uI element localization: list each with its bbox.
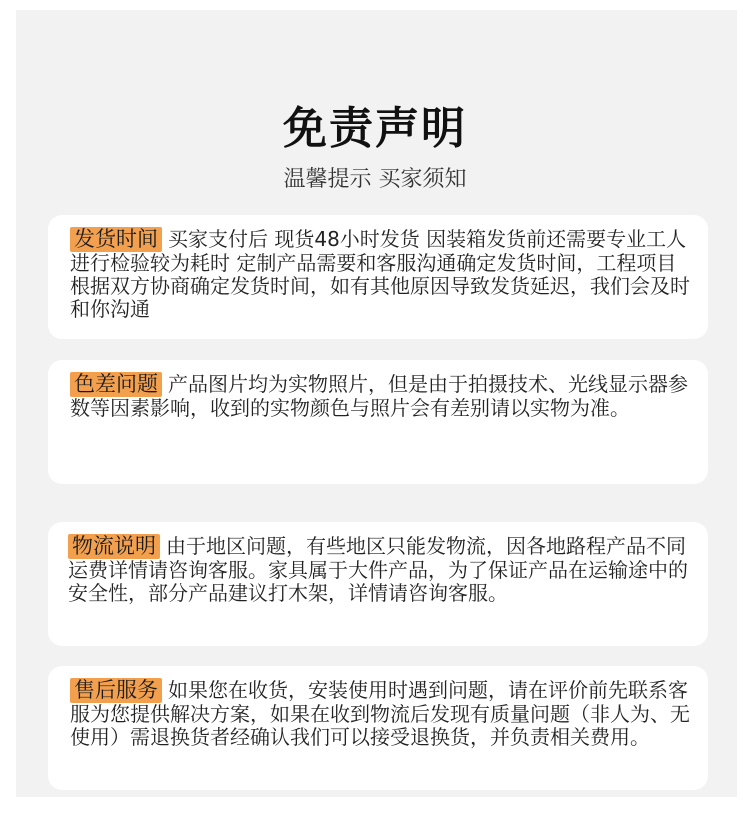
section-card-color-difference [48,360,708,484]
section-text: 产品图片均为实物照片，但是由于拍摄技术、光线显示器参数等因素影响，收到的实物颜色与照片会有差别请以实物为准。 [70,372,688,420]
section-card-logistics [48,522,708,646]
section-card-shipping [48,215,708,339]
page-title: 免责声明 [283,103,467,154]
section-text: 如果您在收货，安装使用时遇到问题，请在评价前先联系客服为您提供解决方案，如果在收到物流后发现有质量问题（非人为、无使用）需退换货者经确认我们可以接受退换货，并负责相关费用。 [70,678,690,749]
section-tag: 色差问题 [70,372,162,397]
page-subtitle: 温馨提示 买家须知 [283,167,467,192]
section-card-after-sales [48,666,708,790]
section-text: 由于地区问题，有些地区只能发物流，因各地路程产品不同运费详情请咨询客服。家具属于大件产品，为了保证产品在运输途中的安全性，部分产品建议打木架，详情请咨询客服。 [68,534,688,605]
section-tag: 物流说明 [68,534,160,559]
section-tag: 售后服务 [70,678,162,703]
section-tag: 发货时间 [70,227,162,252]
section-text: 买家支付后 现货48小时发货 因装箱发货前还需要专业工人进行检验较为耗时 定制产品需要和客服沟通确定发货时间，工程项目根据双方协商确定发货时间，如有其他原因导致发货延迟，我们会及时和你沟通 [70,227,690,321]
